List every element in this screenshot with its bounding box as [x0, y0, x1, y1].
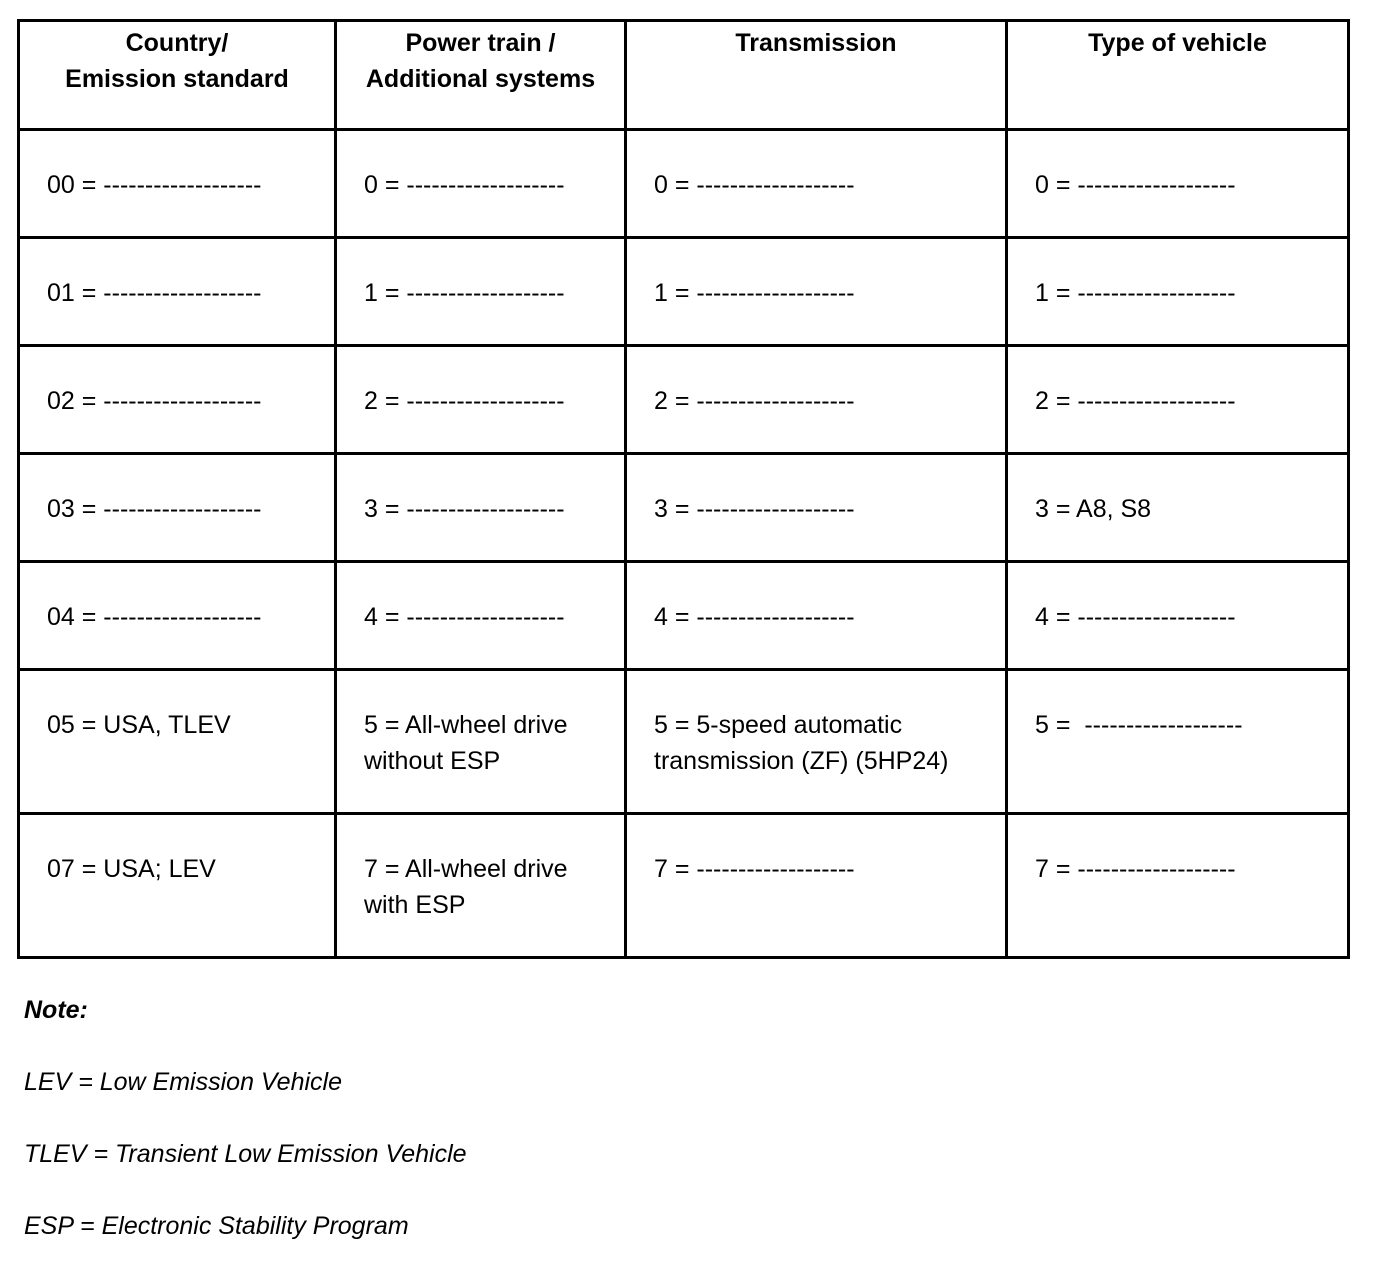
- table-cell: [626, 346, 1007, 454]
- table-row: [19, 562, 1349, 670]
- header-country-emission: [19, 21, 336, 130]
- cell-text: 1 = -------------------: [654, 279, 855, 307]
- cell-text: 5 = -------------------: [1035, 711, 1243, 739]
- table-cell: [1007, 238, 1349, 346]
- table-cell: [336, 130, 626, 238]
- coding-table: [17, 19, 1350, 959]
- header-label: Country/ Emission standard: [65, 29, 289, 93]
- table-cell: [336, 562, 626, 670]
- cell-text: 0 = -------------------: [654, 171, 855, 199]
- header-transmission: [626, 21, 1007, 130]
- cell-text: 05 = USA, TLEV: [47, 711, 231, 739]
- table-cell: [626, 670, 1007, 814]
- header-label: Power train / Additional systems: [365, 29, 596, 93]
- table-cell: [1007, 562, 1349, 670]
- note-heading: Note:: [24, 996, 88, 1024]
- cell-text: 4 = -------------------: [1035, 603, 1236, 631]
- table-row: [19, 130, 1349, 238]
- table-row: [19, 346, 1349, 454]
- table-cell: [1007, 670, 1349, 814]
- table-cell: [1007, 130, 1349, 238]
- table-cell: [19, 670, 336, 814]
- note-lev: LEV = Low Emission Vehicle: [24, 1068, 342, 1096]
- cell-text: 3 = A8, S8: [1035, 495, 1152, 523]
- cell-text: 00 = -------------------: [47, 171, 262, 199]
- table-header-row: [19, 21, 1349, 130]
- cell-text: 7 = -------------------: [1035, 855, 1236, 883]
- table-cell: [626, 454, 1007, 562]
- cell-text: 7 = -------------------: [654, 855, 855, 883]
- table-cell: [626, 814, 1007, 958]
- cell-text: 4 = -------------------: [364, 603, 565, 631]
- cell-text: 02 = -------------------: [47, 387, 262, 415]
- table-cell: [1007, 346, 1349, 454]
- cell-text: 04 = -------------------: [47, 603, 262, 631]
- table-row: [19, 814, 1349, 958]
- cell-text: 1 = -------------------: [1035, 279, 1236, 307]
- table-cell: [19, 130, 336, 238]
- cell-text: 1 = -------------------: [364, 279, 565, 307]
- cell-text: 2 = -------------------: [1035, 387, 1236, 415]
- cell-text: 2 = -------------------: [654, 387, 855, 415]
- table-cell: [1007, 814, 1349, 958]
- cell-text: 01 = -------------------: [47, 279, 262, 307]
- table-cell: [626, 130, 1007, 238]
- table-cell: [1007, 454, 1349, 562]
- cell-text: 5 = 5-speed automatic transmission (ZF) (5HP24): [654, 711, 949, 775]
- cell-text: 3 = -------------------: [364, 495, 565, 523]
- table-cell: [19, 562, 336, 670]
- cell-text: 0 = -------------------: [1035, 171, 1236, 199]
- note-tlev: TLEV = Transient Low Emission Vehicle: [24, 1140, 467, 1168]
- table-row: [19, 238, 1349, 346]
- cell-text: 07 = USA; LEV: [47, 855, 216, 883]
- table-cell: [626, 562, 1007, 670]
- header-label: Type of vehicle: [1088, 29, 1267, 57]
- notes-section: [24, 990, 1324, 1278]
- header-power-train: [336, 21, 626, 130]
- table-cell: [19, 346, 336, 454]
- table-row: [19, 454, 1349, 562]
- cell-text: 4 = -------------------: [654, 603, 855, 631]
- table-cell: [336, 238, 626, 346]
- cell-text: 3 = -------------------: [654, 495, 855, 523]
- table-cell: [336, 670, 626, 814]
- cell-text: 03 = -------------------: [47, 495, 262, 523]
- header-label: Transmission: [735, 29, 897, 57]
- header-vehicle-type: [1007, 21, 1349, 130]
- table-cell: [336, 454, 626, 562]
- cell-text: 0 = -------------------: [364, 171, 565, 199]
- table-row: [19, 670, 1349, 814]
- table-cell: [336, 814, 626, 958]
- note-esp: ESP = Electronic Stability Program: [24, 1212, 409, 1240]
- table-cell: [336, 346, 626, 454]
- cell-text: 5 = All-wheel drive without ESP: [364, 711, 568, 775]
- table-cell: [626, 238, 1007, 346]
- table-cell: [19, 814, 336, 958]
- cell-text: 2 = -------------------: [364, 387, 565, 415]
- table-cell: [19, 454, 336, 562]
- table-cell: [19, 238, 336, 346]
- cell-text: 7 = All-wheel drive with ESP: [364, 855, 568, 919]
